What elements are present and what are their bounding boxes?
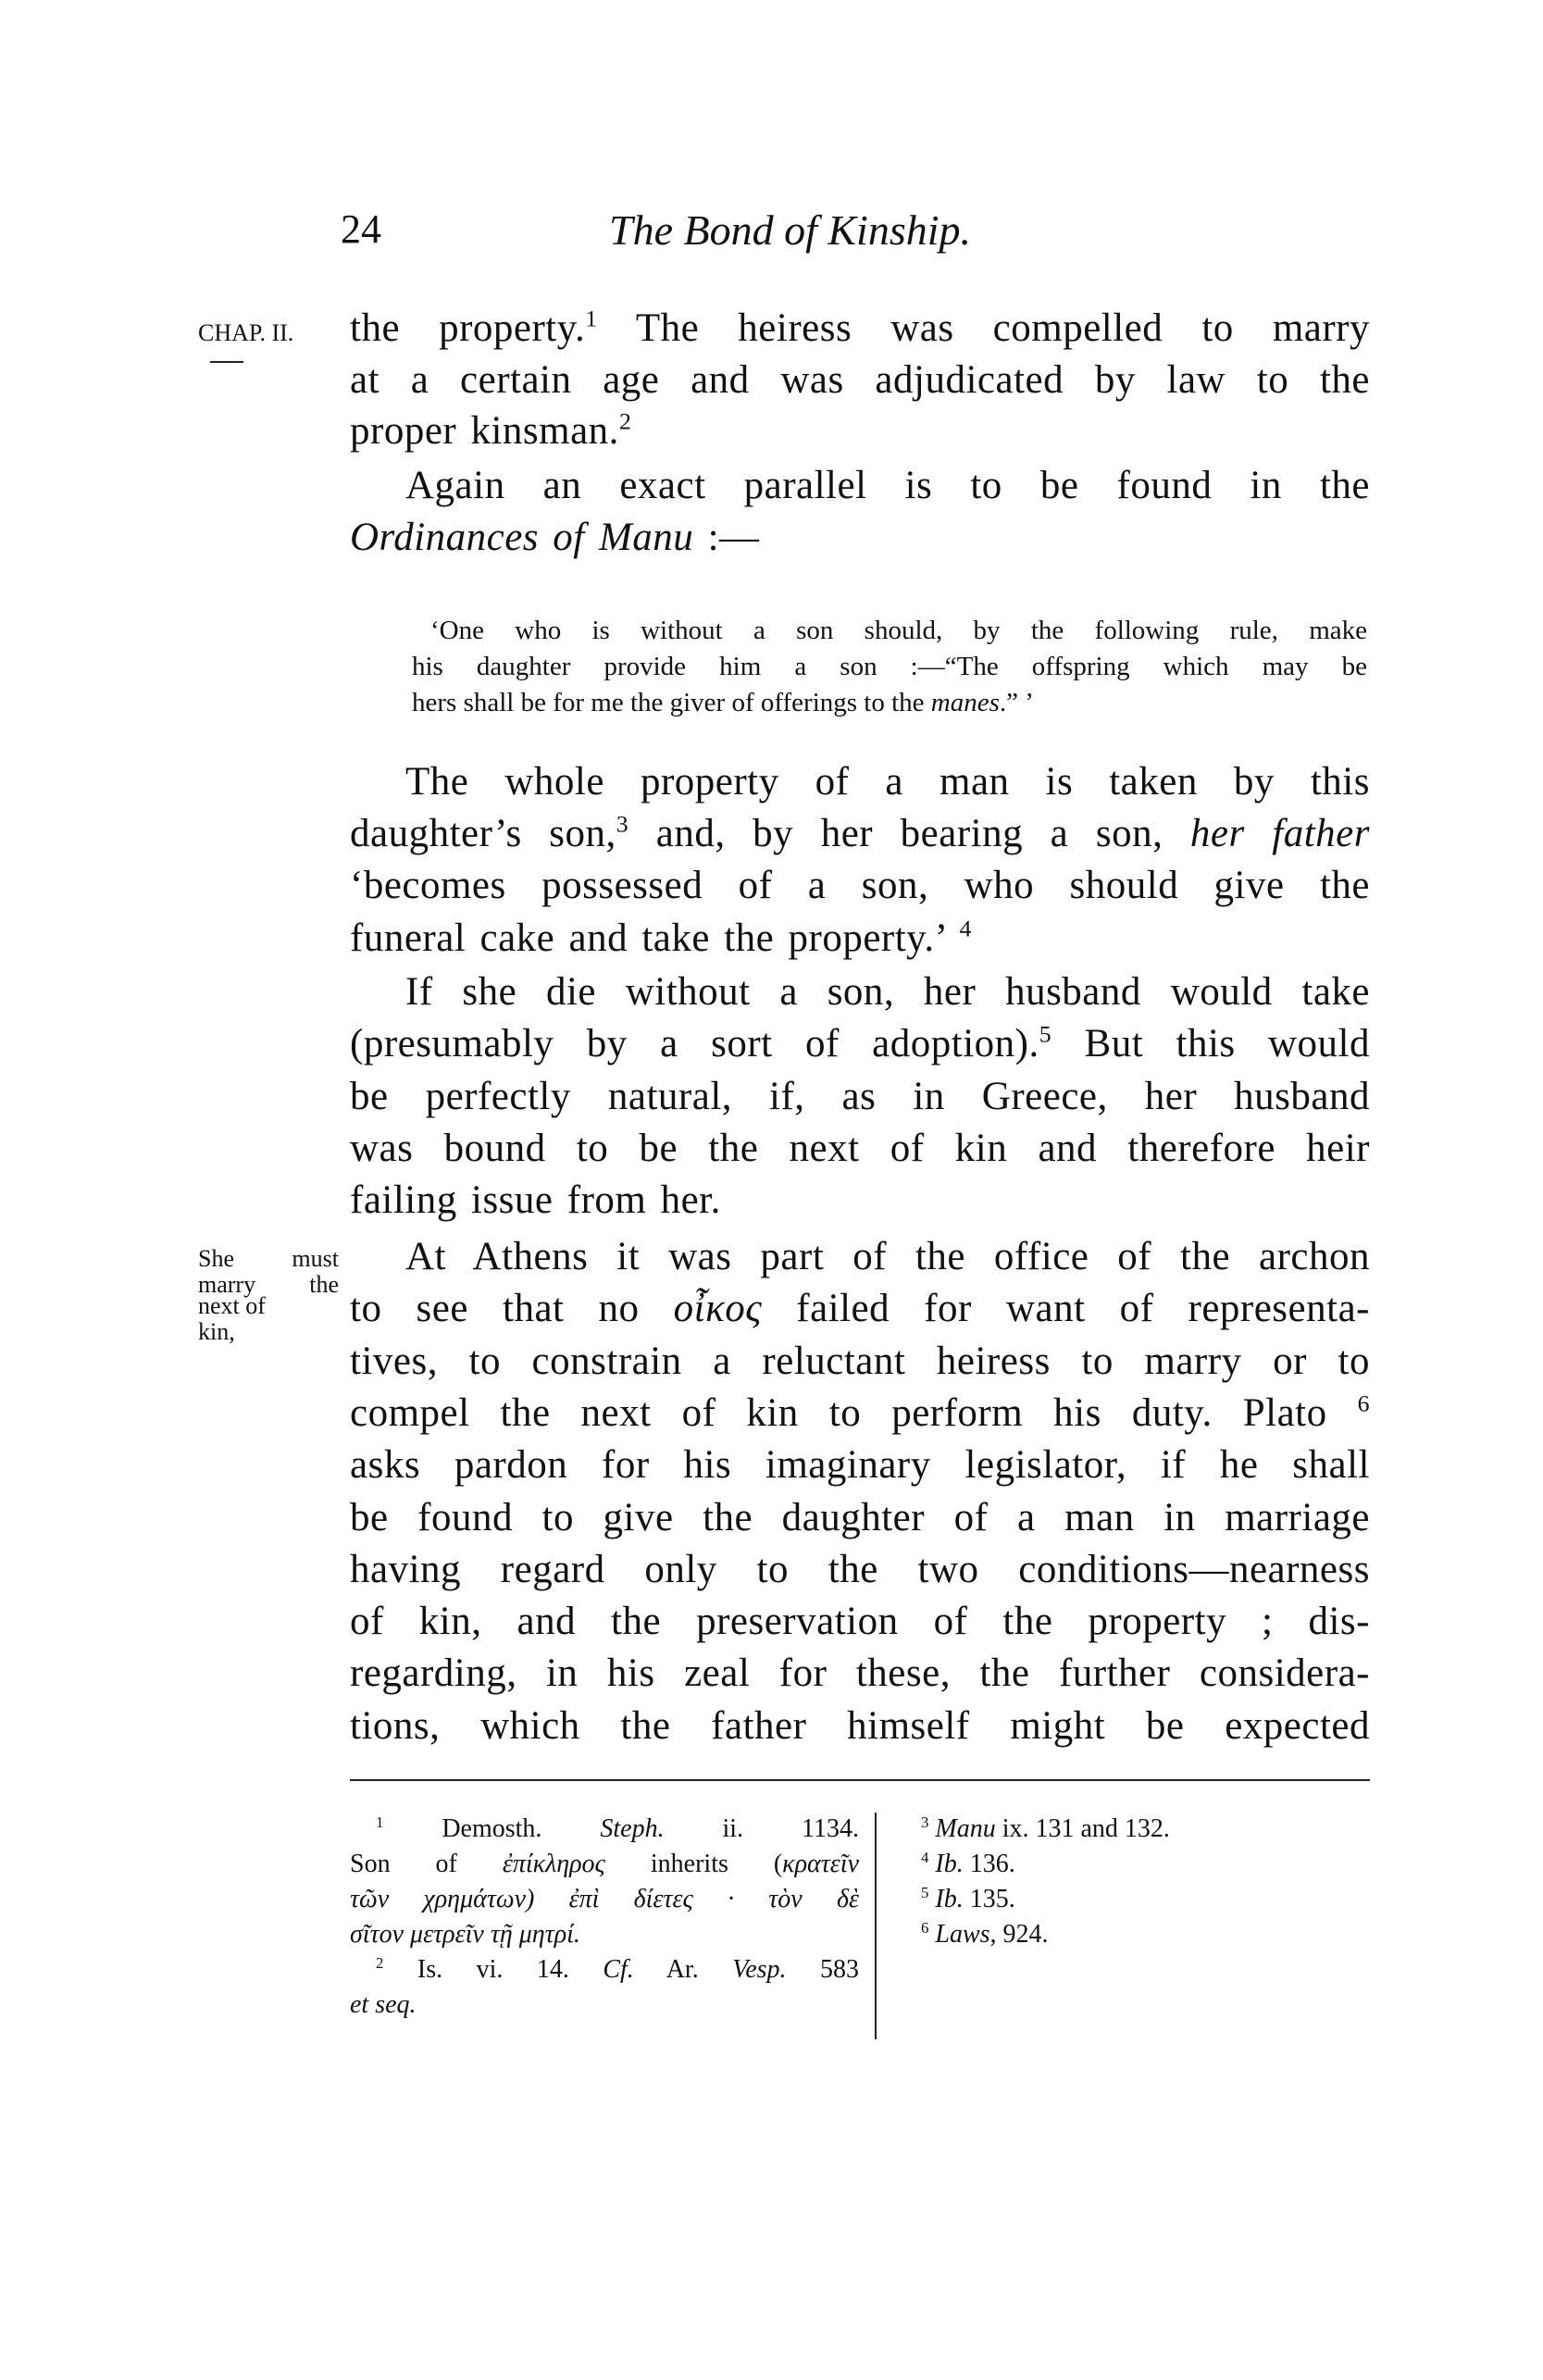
text-run: ‘One who is without a son should, by the following rule, make — [430, 616, 1367, 645]
text-run: funeral cake and take the property.’ — [350, 916, 960, 960]
text-line — [350, 916, 1370, 961]
text-run: hers shall be for me the giver of offerings to the — [412, 688, 931, 717]
text-run: failed for want of representa- — [762, 1287, 1370, 1331]
text-run: ii. 1134. — [664, 1814, 859, 1843]
text-run: Ib. — [935, 1885, 964, 1913]
text-run: At Athens it was part of the office of the archon — [405, 1235, 1370, 1278]
margin-note-line: next of — [198, 1292, 266, 1319]
footnote-line — [350, 1955, 859, 1985]
text-run: Laws, — [935, 1920, 997, 1949]
text-line — [350, 1703, 1370, 1749]
footnote-ref: 6 — [1357, 1389, 1370, 1417]
text-run: to see that no — [350, 1287, 674, 1331]
text-run: having regard only to the two conditions—nearness — [350, 1547, 1370, 1591]
footnote-line — [350, 1850, 859, 1879]
text-run: tions, which the father himself might be expected — [350, 1703, 1370, 1748]
text-run: daughter’s son, — [350, 812, 616, 855]
quote-line — [412, 688, 1367, 718]
text-run: If she die without a son, her husband would take — [405, 970, 1370, 1014]
text-line — [350, 1234, 1370, 1279]
text-run: and, by her bearing a son, — [628, 812, 1190, 855]
footnote-ref: 5 — [921, 1883, 929, 1901]
text-run: be found to give the daughter of a man in marriage — [350, 1495, 1370, 1539]
text-run: 136. — [963, 1850, 1015, 1878]
text-run: asks pardon for his imaginary legislator, if he shall — [350, 1443, 1370, 1488]
text-run: Is. vi. 14. — [383, 1955, 604, 1984]
text-line — [350, 1178, 1370, 1223]
footnote-ref: 1 — [376, 1813, 384, 1831]
footnote-line — [921, 1885, 1365, 1914]
text-run: Son of — [350, 1850, 503, 1878]
footnote-ref: 5 — [1039, 1020, 1052, 1048]
text-run: his daughter provide him a son :—“The offspring which may be — [412, 652, 1367, 681]
text-run: (presumably by a sort of adoption). — [350, 1022, 1039, 1066]
text-run: be perfectly natural, if, as in Greece, her husband — [350, 1074, 1370, 1118]
text-line — [350, 515, 1370, 560]
text-line — [350, 759, 1370, 804]
text-line — [350, 357, 1370, 403]
footnote-ref: 2 — [376, 1953, 384, 1972]
text-run: et seq. — [350, 1990, 417, 2019]
footnote-line — [350, 1885, 859, 1914]
text-line — [350, 1442, 1370, 1488]
text-line — [350, 969, 1370, 1015]
text-run: ix. 131 and 132. — [995, 1814, 1170, 1843]
text-line — [350, 463, 1370, 508]
text-line — [350, 811, 1370, 856]
text-run: tives, to constrain a reluctant heiress to marry or to — [350, 1339, 1370, 1383]
footnote-line — [921, 1814, 1365, 1844]
text-run: 135. — [963, 1885, 1015, 1913]
text-run: σῖτον μετρεῖν τῇ μητρί. — [350, 1920, 580, 1949]
footnote-ref: 4 — [921, 1848, 929, 1866]
text-line — [350, 1651, 1370, 1696]
text-line — [350, 1495, 1370, 1540]
text-run: ‘becomes possessed of a son, who should give the — [350, 864, 1370, 907]
text-run: κρατεῖν — [782, 1850, 859, 1878]
footnote-line — [350, 1920, 859, 1950]
text-run: οἶκος — [673, 1287, 763, 1331]
text-run: The heiress was compelled to marry — [597, 306, 1370, 350]
footnote-ref: 3 — [921, 1813, 929, 1831]
text-run: Ar. — [633, 1955, 733, 1984]
text-run: 924. — [996, 1920, 1049, 1949]
text-line — [350, 1547, 1370, 1592]
text-line — [350, 1286, 1370, 1331]
text-run: was bound to be the next of kin and therefore heir — [350, 1126, 1370, 1170]
footnote-line — [921, 1850, 1365, 1879]
text-run: Demosth. — [383, 1814, 601, 1843]
footnote-column-divider — [875, 1813, 877, 2039]
page-number: 24 — [341, 206, 381, 252]
text-line — [350, 1390, 1370, 1436]
text-run: Cf. — [603, 1955, 634, 1984]
text-line — [350, 863, 1370, 908]
quote-line — [412, 616, 1367, 646]
footnote-rule — [350, 1779, 1370, 1781]
text-line — [350, 1021, 1370, 1066]
text-run: manes — [930, 688, 1000, 717]
text-run: inherits ( — [604, 1850, 783, 1878]
footnote-ref: 1 — [585, 305, 598, 332]
text-line — [350, 1074, 1370, 1119]
text-run: Vesp. — [732, 1955, 787, 1984]
margin-note-line: She must — [198, 1245, 339, 1272]
text-run: regarding, in his zeal for these, the further considera- — [350, 1651, 1370, 1696]
text-run: proper kinsman. — [350, 409, 619, 453]
text-line — [350, 1599, 1370, 1644]
text-run: 583 — [786, 1955, 860, 1984]
text-run: Ib. — [935, 1850, 964, 1878]
text-run: The whole property of a man is taken by this — [405, 760, 1370, 804]
chapter-rule — [210, 361, 243, 363]
footnote-line — [350, 1990, 859, 2020]
quote-line — [412, 652, 1367, 682]
text-run: But this would — [1051, 1022, 1370, 1066]
text-line — [350, 305, 1370, 351]
text-run: at a certain age and was adjudicated by law to the — [350, 358, 1370, 402]
text-run: :— — [693, 516, 760, 559]
text-run: ἐπίκληρος — [502, 1850, 605, 1878]
footnote-ref: 6 — [921, 1918, 929, 1937]
margin-note-line: marry the — [198, 1271, 339, 1298]
footnote-ref: 3 — [616, 810, 629, 838]
text-run: of kin, and the preservation of the property ; dis- — [350, 1600, 1370, 1644]
footnote-ref: 4 — [959, 915, 972, 942]
text-run: .” ’ — [999, 688, 1034, 717]
text-run: Again an exact parallel is to be found in the — [405, 464, 1370, 507]
text-run: τῶν χρημάτων) ἐπὶ δίετες · τὸν δὲ — [350, 1885, 859, 1913]
footnote-ref: 2 — [618, 407, 632, 435]
text-run: failing issue from her. — [350, 1178, 721, 1223]
text-line — [350, 1126, 1370, 1171]
text-run: her father — [1189, 812, 1370, 855]
margin-note-line: kin, — [198, 1318, 235, 1345]
footnote-line — [921, 1920, 1365, 1950]
running-title: The Bond of Kinship. — [608, 206, 972, 254]
text-run: Ordinances of Manu — [350, 516, 694, 559]
text-run: Steph. — [600, 1814, 665, 1843]
footnote-line — [350, 1814, 859, 1844]
chapter-label: CHAP. II. — [198, 319, 294, 346]
text-run: Manu — [935, 1814, 996, 1843]
text-line — [350, 408, 1370, 454]
text-line — [350, 1339, 1370, 1384]
text-run: the property. — [350, 306, 586, 350]
text-run: compel the next of kin to perform his duty. Plato — [350, 1390, 1358, 1435]
